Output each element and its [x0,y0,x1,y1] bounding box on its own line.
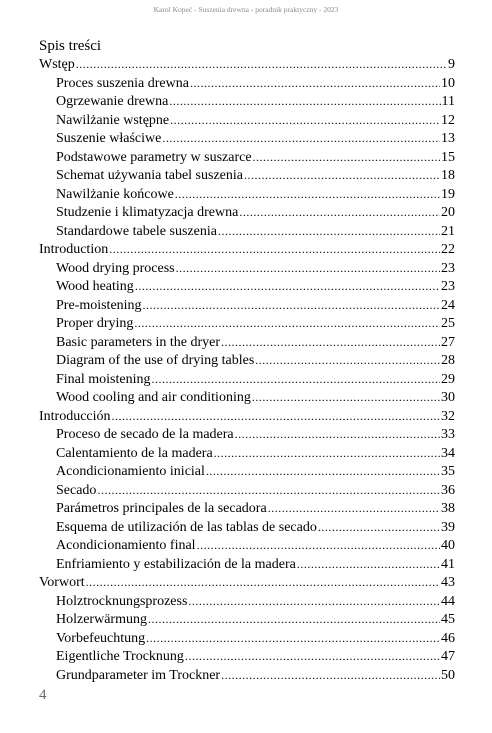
toc-subentry[interactable] [39,166,455,185]
toc-subentry[interactable] [39,351,455,370]
toc-entry-page: 9 [448,57,455,72]
toc-entry-label: Grundparameter im Trockner [56,667,221,683]
toc-subentry[interactable] [39,148,455,167]
dot-leader [239,203,440,222]
toc-entry-label: Eigentliche Trocknung [56,649,184,664]
toc-entry-page: 12 [441,112,455,128]
toc-entry-label: Secado [56,482,97,498]
toc-entry-label: Diagram of the use of drying tables [56,353,255,368]
dot-leader [318,518,440,537]
toc-entry-label: Vorbefeuchtung [56,630,146,646]
toc-entry-label: Introduction [39,242,109,257]
toc-entry-page: 45 [441,612,455,627]
toc-entry-page: 46 [441,630,455,646]
toc-entry-page: 32 [441,408,455,424]
toc-entry-label: Esquema de utilización de las tablas de secado [56,519,317,535]
dot-leader [176,259,440,278]
toc-subentry[interactable] [39,92,455,111]
toc-entry-page: 40 [441,538,455,553]
toc-entry-label: Nawilżanie wstępne [56,112,170,128]
dot-leader [197,536,440,555]
toc-entry-page: 22 [441,242,455,257]
dot-leader [135,277,440,296]
toc-entry-page: 13 [441,131,455,146]
toc-entry-label: Holztrocknungsprozess [56,593,188,609]
toc-entry-page: 21 [441,223,455,239]
toc-entry-label: Studzenie i klimatyzacja drewna [56,205,239,220]
toc-entry-page: 38 [441,501,455,516]
toc-subentry[interactable] [39,425,455,444]
dot-leader [268,499,440,518]
dot-leader [190,74,440,93]
toc-entry-page: 35 [441,464,455,479]
toc-subentry[interactable] [39,444,455,463]
toc-subentry[interactable] [39,499,455,518]
dot-leader [185,647,440,666]
dot-leader [134,314,440,333]
toc-entry-label: Parámetros principales de la secadora [56,501,267,516]
toc-entry-page: 23 [441,260,455,276]
toc-subentry[interactable] [39,536,455,555]
page-number: 4 [39,687,47,703]
dot-leader [221,666,440,685]
toc-entry-page: 29 [441,371,455,387]
toc-entry-label: Nawilżanie końcowe [56,186,174,202]
toc-subentry[interactable] [39,222,455,241]
toc-entry-label: Enfriamiento y estabilización de la madera [56,556,296,572]
toc-entry-label: Wstęp [39,57,75,72]
toc-subentry[interactable] [39,610,455,629]
dot-leader [252,388,440,407]
toc-entry-label: Wood drying process [56,260,175,276]
toc-entry-label: Proces suszenia drewna [56,75,189,91]
toc-entry-page: 34 [441,445,455,461]
toc-subentry[interactable] [39,185,455,204]
toc-entry-label: Vorwort [39,575,85,590]
toc-entry-label: Acondicionamiento inicial [56,464,205,479]
toc-subentry[interactable] [39,388,455,407]
toc-subentry[interactable] [39,314,455,333]
toc-entry-label: Suszenie właściwe [56,131,162,146]
toc-entry-label: Final moistening [56,371,151,387]
dot-leader [162,129,440,148]
toc-subentry[interactable] [39,111,455,130]
toc-entry-label: Podstawowe parametry w suszarce [56,149,252,165]
toc-subentry[interactable] [39,666,455,685]
toc-entry-label: Acondicionamiento final [56,538,196,553]
toc-entry-label: Pre-moistening [56,297,142,313]
dot-leader [152,370,441,389]
toc-entry-label: Proceso de secado de la madera [56,427,234,442]
toc-subentry[interactable] [39,259,455,278]
dot-leader [297,555,440,574]
toc-subentry[interactable] [39,481,455,500]
dot-leader [244,166,440,185]
dot-leader [169,92,440,111]
dot-leader [218,222,440,241]
dot-leader [148,610,440,629]
dot-leader [146,629,440,648]
dot-leader [175,185,440,204]
toc-entry-page: 18 [441,168,455,183]
toc-entry-page: 11 [441,94,455,109]
toc-subentry[interactable] [39,277,455,296]
toc-entry-label: Proper drying [56,316,134,331]
dot-leader [235,425,440,444]
toc-entry-label: Standardowe tabele suszenia [56,223,217,239]
toc-subentry[interactable] [39,333,455,352]
dot-leader [143,296,440,315]
toc-section[interactable] [39,407,455,426]
toc-entry-label: Introducción [39,408,111,424]
dot-leader [214,444,440,463]
toc-subentry[interactable] [39,647,455,666]
dot-leader [253,148,440,167]
toc-subentry[interactable] [39,592,455,611]
toc-entry-page: 50 [441,667,455,683]
toc-entry-page: 10 [441,75,455,91]
toc-entry-page: 33 [441,427,455,442]
running-header: Karol Kopeć - Suszenia drewna - poradnik praktyczny - 2023 [153,5,339,14]
toc-entry-label: Calentamiento de la madera [56,445,213,461]
toc-entry-page: 27 [441,334,455,350]
toc-entry-label: Holzerwärmung [56,612,147,627]
dot-leader [221,333,440,352]
toc-entry-page: 28 [441,353,455,368]
toc-entry-page: 30 [441,390,455,405]
toc-section[interactable] [39,240,455,259]
toc-subentry[interactable] [39,203,455,222]
toc-subentry[interactable] [39,296,455,315]
dot-leader [170,111,440,130]
toc-subentry[interactable] [39,74,455,93]
toc-section[interactable] [39,573,455,592]
toc-entry-label: Wood heating [56,279,134,294]
toc-section[interactable] [39,55,455,74]
toc-subentry[interactable] [39,629,455,648]
toc-entry-page: 20 [441,205,455,220]
dot-leader [86,573,440,592]
toc-title: Spis treści [39,38,102,54]
toc-entry-label: Wood cooling and air conditioning [56,390,251,405]
toc-entry-page: 44 [441,593,455,609]
dot-leader [206,462,440,481]
dot-leader [76,55,447,74]
toc-entry-page: 43 [441,575,455,590]
toc-entry-page: 36 [441,482,455,498]
dot-leader [188,592,440,611]
toc-entry-label: Ogrzewanie drewna [56,94,169,109]
table-of-contents [39,55,455,684]
toc-entry-page: 41 [441,556,455,572]
dot-leader [109,240,440,259]
toc-entry-page: 25 [441,316,455,331]
toc-subentry[interactable] [39,462,455,481]
toc-entry-page: 23 [441,279,455,294]
dot-leader [112,407,440,426]
toc-entry-page: 47 [441,649,455,664]
toc-subentry[interactable] [39,518,455,537]
toc-subentry[interactable] [39,129,455,148]
dot-leader [97,481,440,500]
toc-entry-page: 19 [441,186,455,202]
toc-entry-page: 24 [441,297,455,313]
toc-subentry[interactable] [39,555,455,574]
toc-entry-page: 39 [441,519,455,535]
toc-entry-label: Basic parameters in the dryer [56,334,221,350]
dot-leader [255,351,440,370]
toc-entry-label: Schemat używania tabel suszenia [56,168,243,183]
toc-subentry[interactable] [39,370,455,389]
toc-entry-page: 15 [441,149,455,165]
